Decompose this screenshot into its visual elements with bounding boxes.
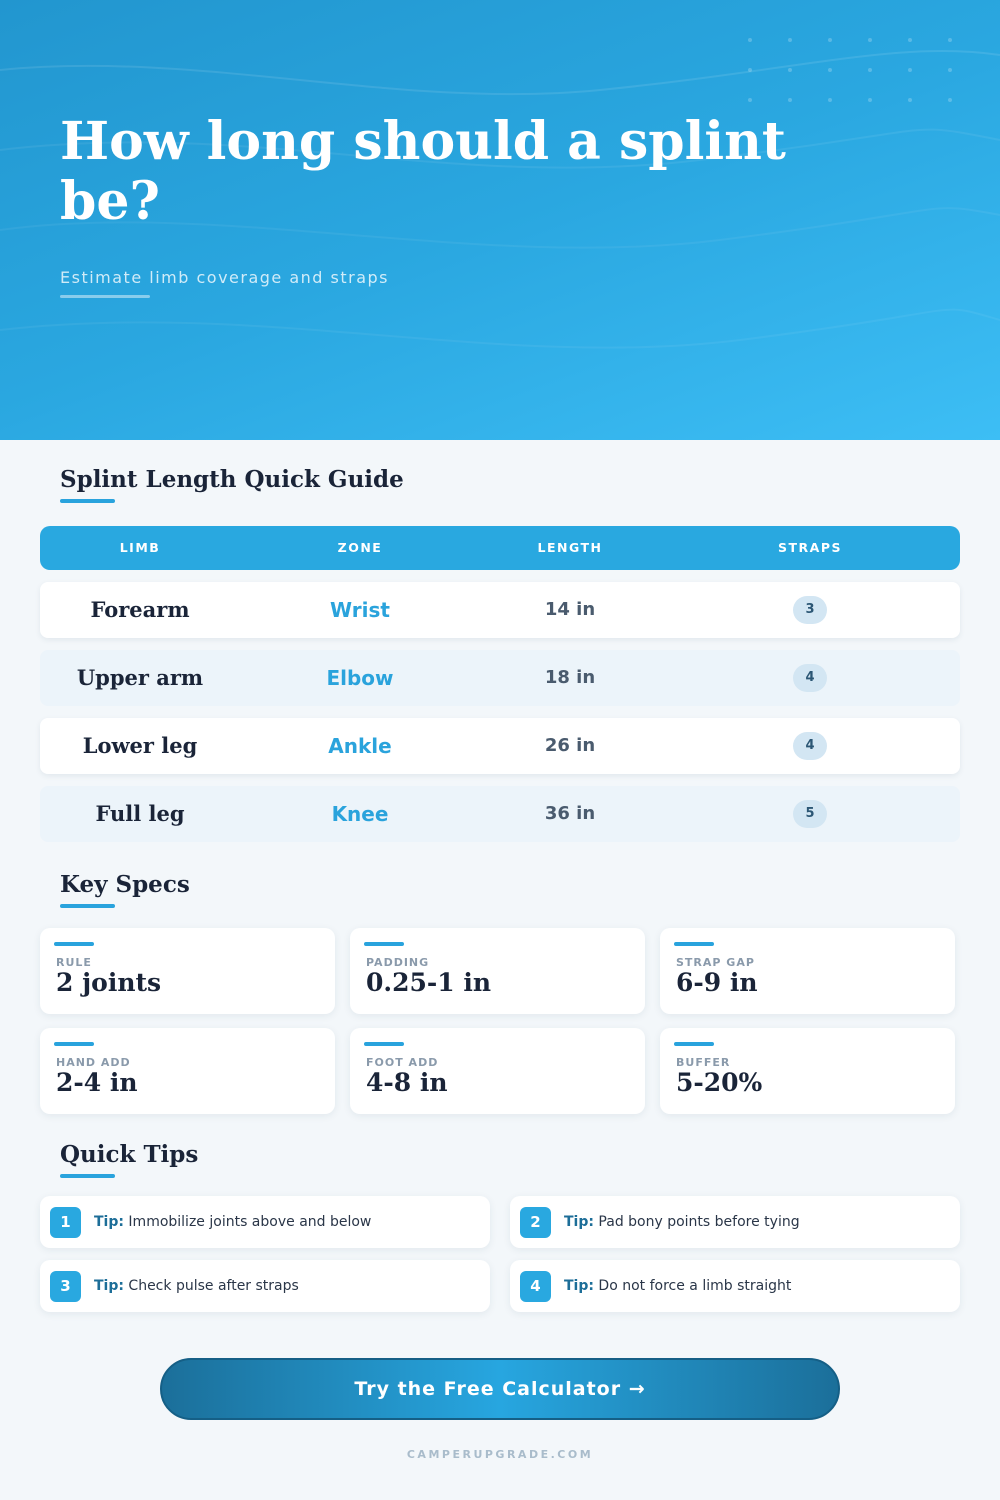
- tip-body: Do not force a limb straight: [598, 1278, 792, 1294]
- tip-number-badge: 3: [50, 1271, 81, 1302]
- tip-prefix: Tip:: [564, 1214, 594, 1230]
- spec-card-foot-add: [350, 1028, 645, 1114]
- tip-number-badge: 4: [520, 1271, 551, 1302]
- zone-cell: Elbow: [326, 666, 394, 690]
- length-cell: 26 in: [544, 735, 596, 756]
- tip-body: Pad bony points before tying: [598, 1214, 800, 1230]
- straps-badge: 4: [793, 732, 827, 760]
- column-header-zone: ZONE: [337, 540, 383, 555]
- table-row: [40, 650, 960, 706]
- spec-card-buffer: [660, 1028, 955, 1114]
- tip-body: Immobilize joints above and below: [128, 1214, 372, 1230]
- specs-heading: Key Specs: [60, 871, 190, 898]
- tip-item: [510, 1196, 960, 1248]
- tip-text: [564, 1196, 800, 1248]
- length-cell: 14 in: [544, 599, 596, 620]
- spec-label: PADDING: [366, 956, 430, 969]
- spec-value: 5-20%: [676, 1068, 763, 1097]
- spec-value: 2-4 in: [56, 1068, 138, 1097]
- hero-banner: [0, 0, 1000, 440]
- spec-label: STRAP GAP: [676, 956, 755, 969]
- card-accent-bar: [674, 1042, 714, 1046]
- length-cell: 18 in: [544, 667, 596, 688]
- limb-cell: Upper arm: [76, 665, 204, 690]
- tips-heading: Quick Tips: [60, 1141, 199, 1168]
- table-row: [40, 582, 960, 638]
- zone-cell: Knee: [331, 802, 389, 826]
- card-accent-bar: [54, 942, 94, 946]
- card-accent-bar: [674, 942, 714, 946]
- table-header: [40, 526, 960, 570]
- tip-prefix: Tip:: [94, 1214, 124, 1230]
- page-subtitle: Estimate limb coverage and straps: [60, 268, 390, 287]
- tip-item: [510, 1260, 960, 1312]
- spec-card-strap-gap: [660, 928, 955, 1014]
- column-header-length: LENGTH: [537, 540, 603, 555]
- tip-prefix: Tip:: [94, 1278, 124, 1294]
- spec-label: FOOT ADD: [366, 1056, 439, 1069]
- subtitle-underline: [60, 295, 150, 298]
- spec-card-hand-add: [40, 1028, 335, 1114]
- page-title: How long should a splint be?: [60, 111, 786, 232]
- card-accent-bar: [364, 942, 404, 946]
- spec-label: RULE: [56, 956, 92, 969]
- tip-item: [40, 1260, 490, 1312]
- straps-badge: 3: [793, 596, 827, 624]
- footer-site-name: CAMPERUPGRADE.COM: [406, 1448, 594, 1461]
- spec-value: 0.25-1 in: [366, 968, 492, 997]
- tip-body: Check pulse after straps: [128, 1278, 299, 1294]
- straps-badge: 4: [793, 664, 827, 692]
- tip-text: [94, 1196, 371, 1248]
- spec-card-padding: [350, 928, 645, 1014]
- zone-cell: Ankle: [328, 734, 392, 758]
- tip-text: [94, 1260, 299, 1312]
- tip-number-badge: 1: [50, 1207, 81, 1238]
- calculator-cta-button[interactable]: Try the Free Calculator →: [160, 1358, 840, 1420]
- specs-heading-underline: [60, 904, 115, 908]
- spec-value: 2 joints: [56, 968, 162, 997]
- limb-cell: Lower leg: [82, 733, 198, 758]
- length-cell: 36 in: [544, 803, 596, 824]
- card-accent-bar: [364, 1042, 404, 1046]
- table-row: [40, 718, 960, 774]
- tip-item: [40, 1196, 490, 1248]
- guide-heading: Splint Length Quick Guide: [60, 466, 404, 493]
- guide-heading-underline: [60, 499, 115, 503]
- tip-number-badge: 2: [520, 1207, 551, 1238]
- zone-cell: Wrist: [330, 598, 390, 622]
- spec-label: HAND ADD: [56, 1056, 131, 1069]
- tips-heading-underline: [60, 1174, 115, 1178]
- limb-cell: Forearm: [90, 597, 190, 622]
- table-row: [40, 786, 960, 842]
- column-header-straps: STRAPS: [778, 540, 842, 555]
- column-header-limb: LIMB: [119, 540, 161, 555]
- spec-value: 6-9 in: [676, 968, 758, 997]
- spec-card-rule: [40, 928, 335, 1014]
- spec-value: 4-8 in: [366, 1068, 448, 1097]
- straps-badge: 5: [793, 800, 827, 828]
- spec-label: BUFFER: [676, 1056, 731, 1069]
- card-accent-bar: [54, 1042, 94, 1046]
- limb-cell: Full leg: [95, 801, 185, 826]
- tip-prefix: Tip:: [564, 1278, 594, 1294]
- tip-text: [564, 1260, 791, 1312]
